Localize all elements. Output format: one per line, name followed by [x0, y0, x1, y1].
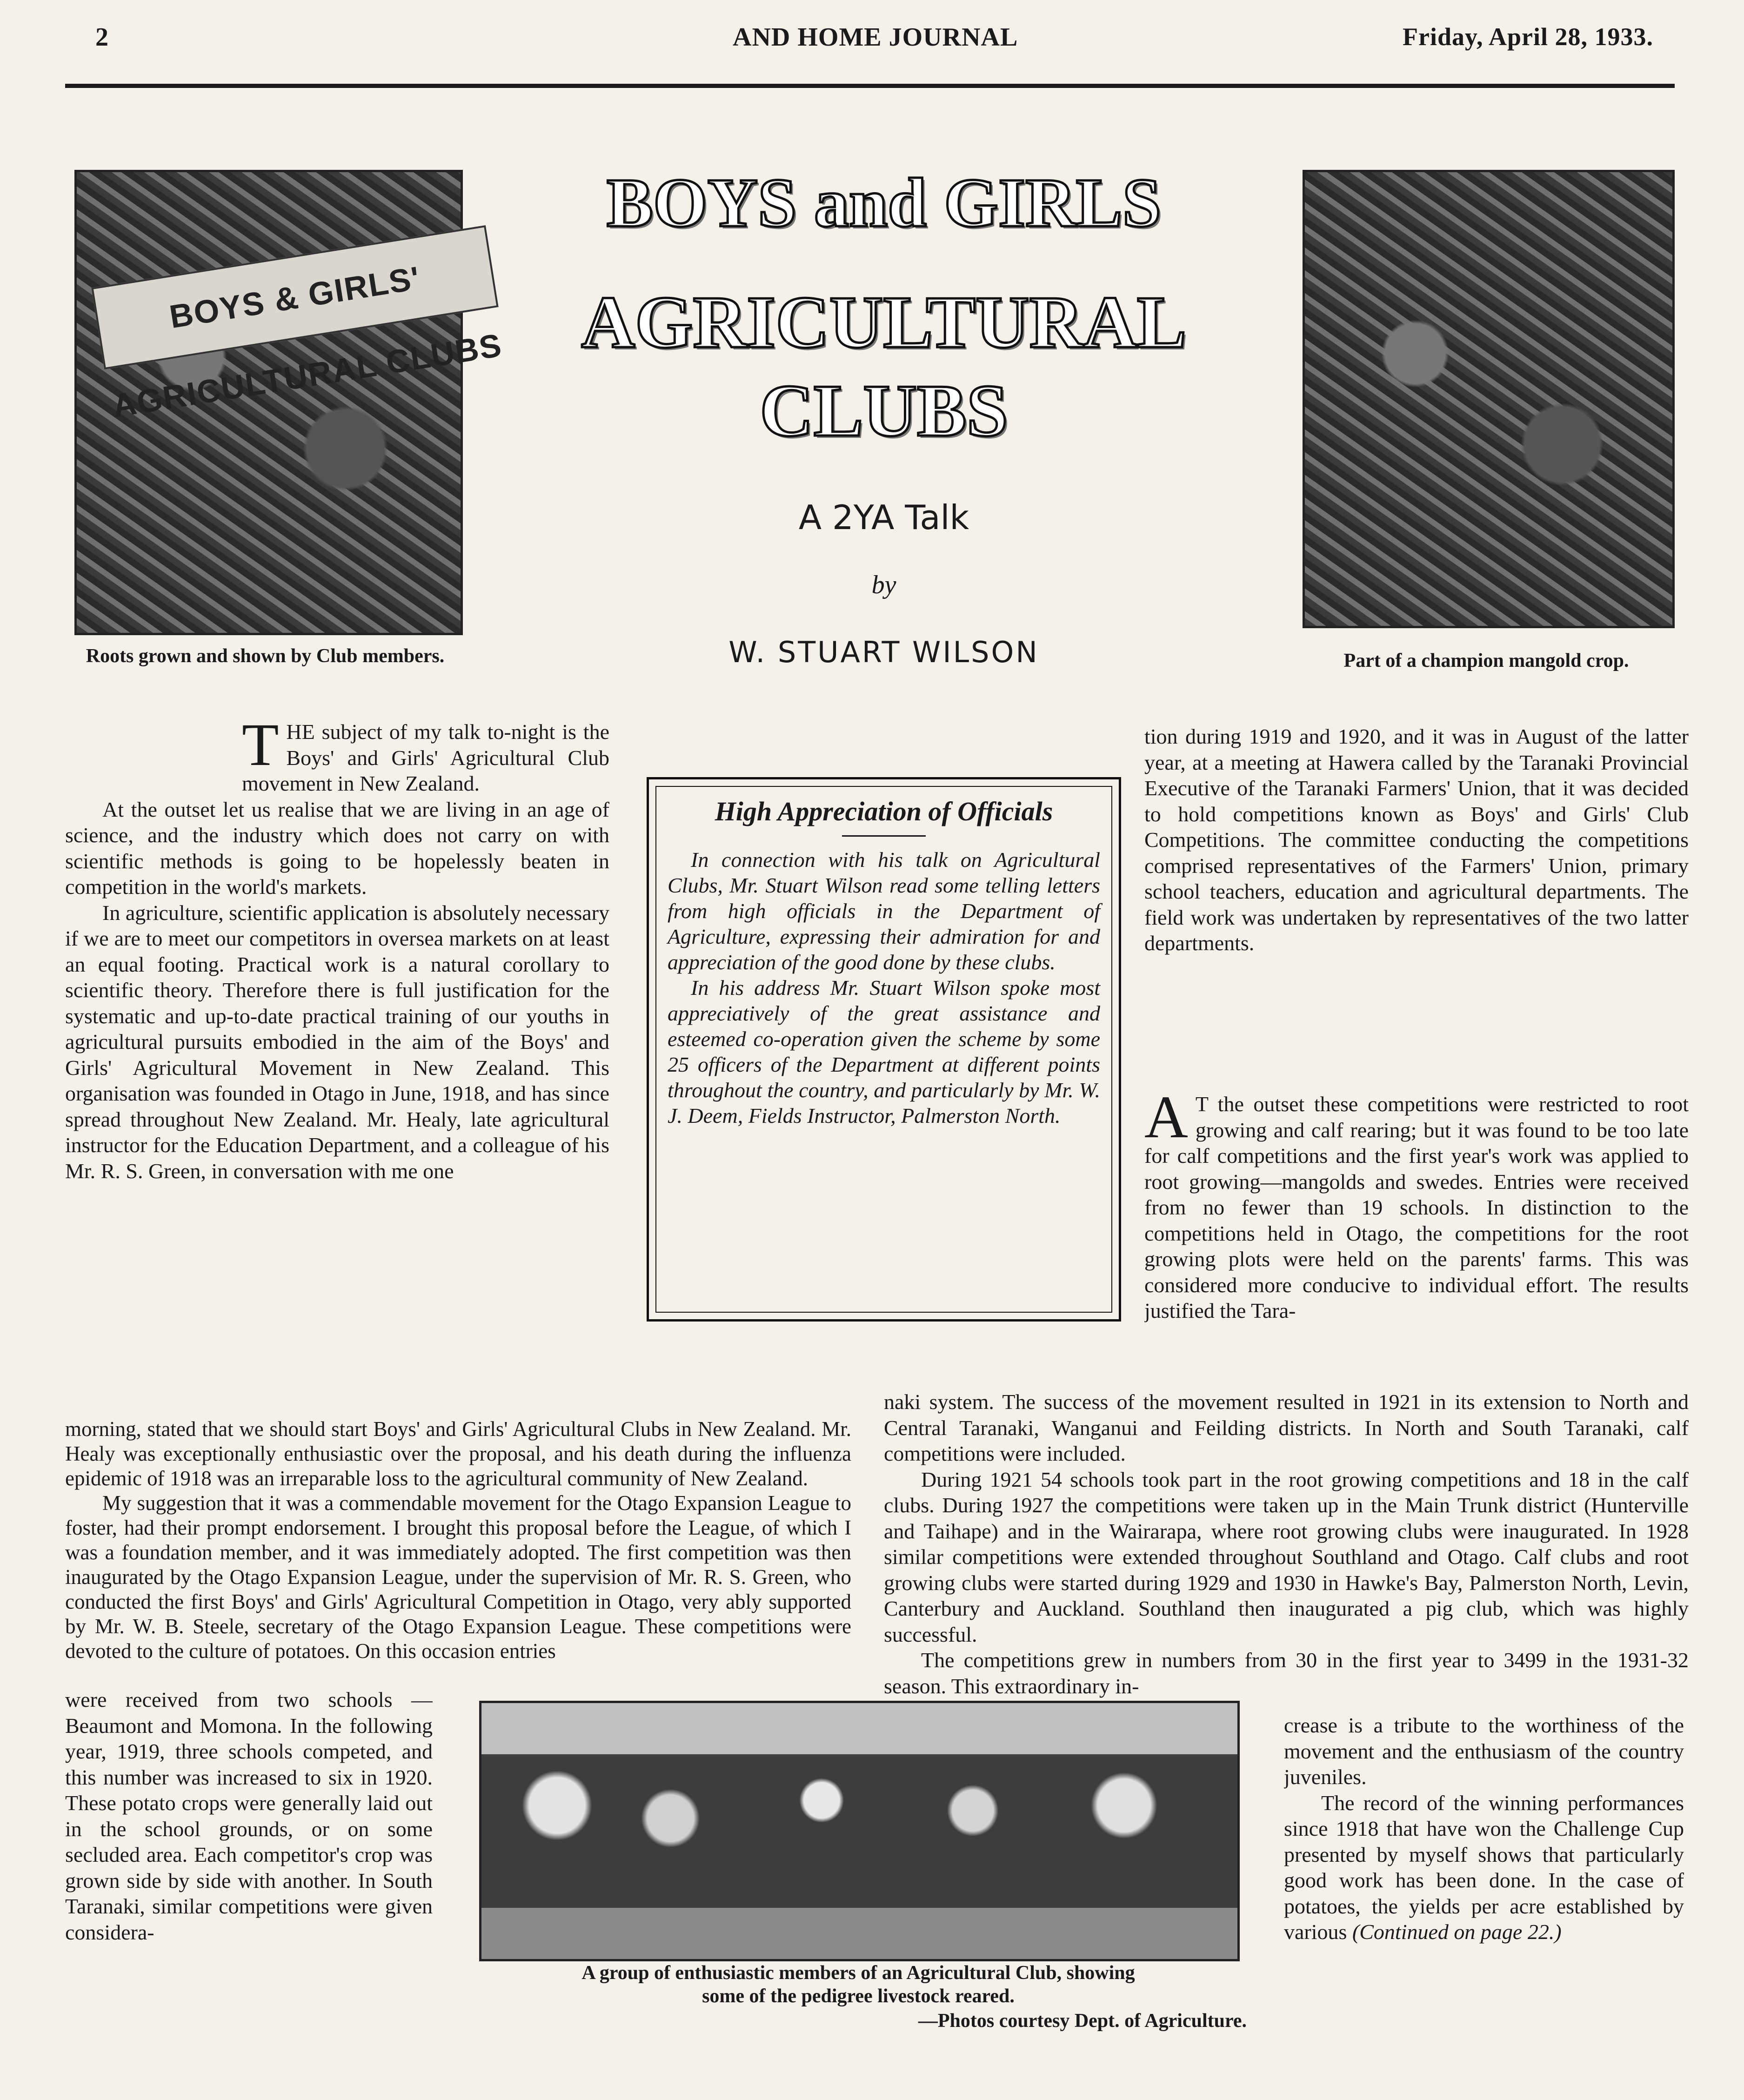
photo-credit: —Photos courtesy Dept. of Agriculture.	[918, 2010, 1247, 2032]
opening-paragraph: THE subject of my talk to-night is the Boys' and Girls' Agricultural Club movement in New Zealand.	[242, 719, 609, 795]
paragraph-root-growing: A T the outset these competitions were restricted to root growing and calf rearing; but it was found to be too late for calf competitions and the first year's work was applied to root growing—mangolds and swedes. Entries were received from no fewer than 19 schools. In distinction to the competitions held in Otago, the competitions for the root growing plots were held on the parents' farms. This was considered more conducive to individual effort. The results justified the Tara-	[1144, 1091, 1689, 1322]
inset-divider	[842, 835, 926, 837]
paragraph-increase: crease is a tribute to the worthiness of the movement and the enthusiasm of the country juveniles.	[1284, 1713, 1684, 1789]
paragraph-schools: were received from two schools —Beaumont and Momona. In the following year, 1919, three schools competed, and this number was increased to six in 1920. These potato crops were generally laid out in the school grounds, or on some secluded area. Each competitor's crop was grown side by side with another. In South Taranaki, similar competitions were given considera-	[65, 1688, 433, 1944]
photo-bottom-caption-2: some of the pedigree livestock reared.	[702, 1986, 1015, 2007]
headline-line-2: AGRICULTURAL	[581, 281, 1187, 363]
club-banner: BOYS & GIRLS' AGRICULTURAL CLUBS	[91, 225, 498, 369]
photo-left-caption: Roots grown and shown by Club members.	[86, 645, 445, 667]
continued-note: (Continued on page 22.)	[1352, 1920, 1562, 1944]
page-number: 2	[95, 23, 109, 52]
photo-mangold-crop	[1303, 170, 1675, 628]
paragraph-taranaki-system: naki system. The success of the movement resulted in 1921 in its extension to North and Central Taranaki, Wanganui and Feilding districts. In North and South Taranaki, calf competitions were included.	[884, 1390, 1689, 1465]
paragraph-healy: morning, stated that we should start Boys' and Girls' Agricultural Clubs in New Zealand. Mr. Healy was exceptionally enthusiastic over the proposal, and his death during the influenza epidemic of 1918 was an irreparable loss to the agricultural community of New Zealand.	[65, 1417, 851, 1490]
issue-date: Friday, April 28, 1933.	[1403, 23, 1654, 51]
drop-cap-a: A	[1144, 1091, 1188, 1151]
paragraph-challenge-cup: The record of the winning performances since 1918 that have won the Challenge Cup presented by myself shows that particularly good work has been done. In the case of potatoes, the yields per acre established by various (Continued on page 22.)	[1284, 1791, 1684, 1944]
paragraph-agriculture: In agriculture, scientific application is absolutely necessary if we are to meet our competitors in oversea markets on at least an equal footing. Practical work is a natural corollary to scientific theory. Therefore there is full justification for the systematic and up-to-date practical training of our youths in agricultural pursuits embodied in the aim of the Boys' and Girls' Agricultural Movement in New Zealand. This organisation was founded in Otago in June, 1918, and has since spread throughout New Zealand. Mr. Healy, late agricultural instructor for the Education Department, and a colleague of his Mr. R. S. Green, in conversation with me one	[65, 900, 609, 1183]
bottom-right-column	[1284, 1712, 1684, 2080]
paragraph-hawera-meeting: tion during 1919 and 1920, and it was in August of the latter year, at a meeting at Hawera called by the Taranaki Provincial Executive of the Taranaki Farmers' Union, that it was decided to hold competitions known as Boys' and Girls' Club Competitions. The committee conducting the competitions comprised representatives of the Farmers' Union, primary school teachers, education and agricultural departments. The field work was undertaken by representatives of the two latter departments.	[1144, 725, 1689, 955]
mid-right-wide-text	[884, 1389, 1689, 1710]
paragraph-science: At the outset let us realise that we are living in an age of science, and the industry which does not carry on with scientific methods is going to be hopelessly beaten in competition in the world's markets.	[65, 797, 609, 899]
headline-line-3: CLUBS	[760, 369, 1008, 452]
lower-left-wide-text	[65, 1417, 851, 1682]
photo-roots-display	[74, 170, 505, 635]
inset-paragraph-1: In connection with his talk on Agricultural Clubs, Mr. Stuart Wilson read some telling letters from high officials in the Department of Agriculture, expressing their admiration for and appreciation of the good done by these clubs.	[668, 848, 1100, 974]
paragraph-expansion: During 1921 54 schools took part in the root growing competitions and 18 in the calf clubs. During 1927 the competitions were taken up in the Main Trunk district (Hunterville and Taihape) and in the Wairarapa, where root growing clubs were inaugurated. In 1928 similar competitions were extended throughout Southland and Otago. Calf clubs and root growing clubs were started during 1929 and 1930 in Hawke's Bay, Palmerston North, Levin, Canterbury and Auckland. Southland then inaugurated a pig club, which was highly successful.	[884, 1467, 1689, 1646]
inset-box	[647, 777, 1121, 1322]
byline-by: by	[871, 570, 896, 599]
inset-heading: High Appreciation of Officials	[715, 796, 1053, 826]
photo-bottom-caption-1: A group of enthusiastic members of an Agricultural Club, showing	[581, 1962, 1135, 1984]
journal-name: AND HOME JOURNAL	[733, 23, 1018, 52]
drop-cap-t: T	[242, 719, 279, 778]
header-rule	[65, 84, 1675, 88]
photo-right-caption: Part of a champion mangold crop.	[1343, 650, 1629, 671]
author-name: W. STUART WILSON	[728, 635, 1039, 669]
bottom-left-column	[65, 1687, 433, 2087]
right-column-mid	[1144, 1091, 1689, 1389]
paragraph-growth: The competitions grew in numbers from 30 in the first year to 3499 in the 1931-32 season. This extraordinary in-	[884, 1648, 1689, 1698]
inset-paragraph-2: In his address Mr. Stuart Wilson spoke most appreciatively of the great assistance and esteemed co-operation given the scheme by some 25 officers of the Department at different points throughout the country, and particularly by Mr. W. J. Deem, Fields Instructor, Palmerston North.	[668, 976, 1100, 1127]
left-column-top	[65, 719, 609, 1417]
right-column-top	[1144, 724, 1689, 1068]
photo-club-group	[479, 1701, 1240, 1961]
headline-line-1: BOYS and GIRLS	[606, 164, 1162, 242]
paragraph-otago-league: My suggestion that it was a commendable movement for the Otago Expansion League to foster, had their prompt endorsement. I brought this proposal before the League, of which I was a foundation member, and it was immediately adopted. The first competition was then inaugurated by the Otago Expansion League, under the supervision of Mr. R. S. Green, who conducted the first Boys' and Girls' Agricultural Competition in Otago, very ably supported by Mr. W. B. Steele, secretary of the Otago Expansion League. These competitions were devoted to the culture of potatoes. On this occasion entries	[65, 1491, 851, 1663]
subtitle: A 2YA Talk	[798, 498, 969, 537]
